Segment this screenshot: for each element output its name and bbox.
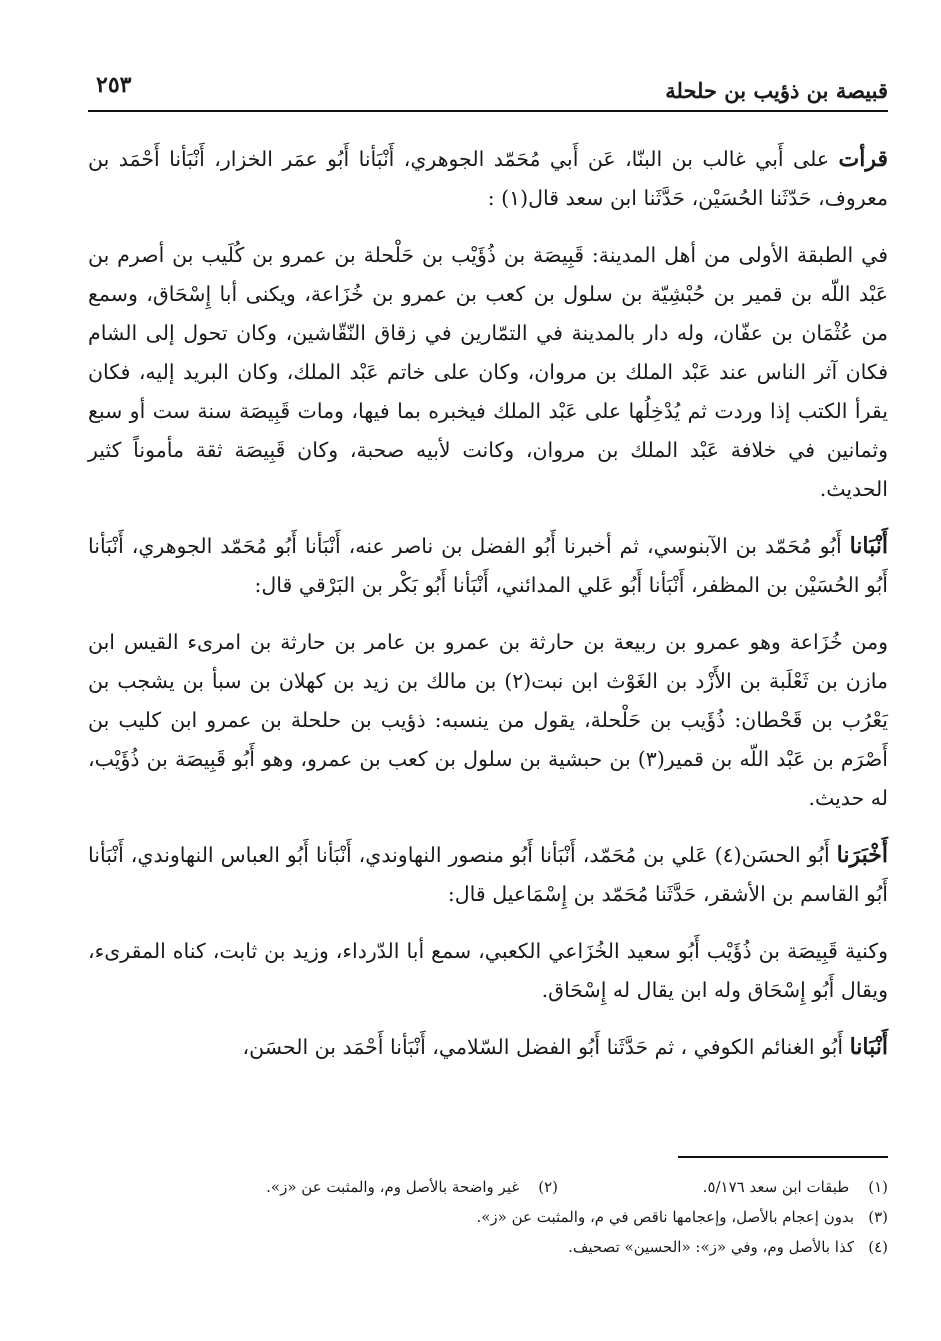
page-number: ٢٥٣ <box>96 72 132 98</box>
paragraph-6 <box>88 932 888 1010</box>
footnote-3 <box>88 1202 888 1232</box>
paragraph-text: أَبُو الغنائم الكوفي ، ثم حَدَّثَنا أَبُو الفضل السّلامي، أَنْبَأنا أَحْمَد بن الحسَن، <box>242 1035 844 1059</box>
running-title: قبيصة بن ذؤيب بن حلحلة <box>665 78 888 103</box>
footnote-number: (١) <box>868 1178 888 1196</box>
paragraph-5 <box>88 836 888 914</box>
running-header <box>88 60 888 112</box>
main-text <box>88 140 888 1067</box>
footnote-1 <box>558 1172 888 1202</box>
footnote-text: طبقات ابن سعد ٥/١٧٦. <box>702 1178 850 1196</box>
paragraph-lead: أَخْبَرَنا <box>836 842 888 868</box>
footnotes <box>88 1172 888 1262</box>
footnote-2 <box>266 1172 558 1202</box>
paragraph-text: ومن خُزَاعة وهو عمرو بن ربيعة بن حارثة بن عمرو بن عامر بن حارثة بن امرىء القيس ابن مازن بن ثَعْلَبة بن الأَزْد بن الغَوْث ابن نبت(٢) بن مالك بن زيد بن كهلان بن سبأ بن يشجب بن يَعْرُب بن قَحْطان: ذُؤَيب بن حَلْحلة، يقول من ينسبه: ذؤيب بن حلحلة بن عمرو ابن كليب بن أَصْرَم بن عَبْد اللّه بن قمير(٣) بن حبشية بن سلول بن كعب بن عمرو، وهو أَبُو قَبِيصَة بن ذُؤَيْب، له حديث. <box>88 630 888 810</box>
paragraph-lead: أَنْبَانا <box>849 1034 888 1060</box>
footnote-number: (٢) <box>538 1178 558 1196</box>
paragraph-text: في الطبقة الأولى من أهل المدينة: قَبِيصَة بن ذُؤَيْب بن حَلْحلة بن عمرو بن كُلَيب بن أصرم بن عَبْد اللّه بن قمير بن حُبْشِيّة بن سلول بن كعب بن عمرو بن خُزَاعة، ويكنى أبا إِسْحَاق، وسمع من عُثْمَان بن عفّان، وله دار بالمدينة في التمّارين في زقاق النّقّاشين، وكان تحول إلى الشام فكان آثر الناس عند عَبْد الملك بن مروان، وكان على خاتم عَبْد الملك، وكان البريد إليه، فكان يقرأ الكتب إذا وردت ثم يُدْخِلُها على عَبْد الملك فيخبره بما فيها، ومات قَبِيصَة سنة ست أو سبع وثمانين في خلافة عَبْد الملك بن مروان، وكانت لأبيه صحبة، وكان قَبِيصَة ثقة مأموناً كثير الحديث. <box>88 243 888 501</box>
footnote-line-1 <box>88 1172 888 1202</box>
footnote-text: بدون إعجام بالأصل، وإعجامها ناقص في م، والمثبت عن «ز». <box>476 1208 854 1226</box>
paragraph-4 <box>88 623 888 818</box>
paragraph-3 <box>88 527 888 605</box>
footnote-text: غير واضحة بالأصل وم، والمثبت عن «ز». <box>266 1178 520 1196</box>
paragraph-text: وكنية قَبِيصَة بن ذُؤَيْب أَبُو سعيد الخُزَاعي الكعبي، سمع أبا الدّرداء، وزيد بن ثابت، كناه المقرىء، ويقال أَبُو إِسْحَاق وله ابن يقال له إِسْحَاق. <box>88 939 888 1002</box>
paragraph-text: على أَبي غالب بن البنّا، عَن أَبي مُحَمّد الجوهري، أَنْبَأنا أَبُو عمَر الخزار، أَنْبَأنا أَحْمَد بن معروف، حَدّثَنا الحُسَيْن، حَدَّثَنا ابن سعد قال(١) : <box>88 147 888 210</box>
paragraph-2 <box>88 236 888 509</box>
footnote-number: (٣) <box>868 1208 888 1226</box>
paragraph-text: أَبُو مُحَمّد بن الآبنوسي، ثم أخبرنا أَبُو الفضل بن ناصر عنه، أَنْبَأنا أَبُو مُحَمّد الجوهري، أَنْبَأنا أَبُو الحُسَيْن بن المظفر، أَنْبَأنا أَبُو عَلي المدائني، أَنْبَأنا أَبُو بَكْر بن البَرْقي قال: <box>88 534 888 597</box>
paragraph-1 <box>88 140 888 218</box>
footnote-4 <box>88 1232 888 1262</box>
footnote-separator <box>678 1156 888 1158</box>
paragraph-7 <box>88 1028 888 1067</box>
book-page <box>88 60 888 1300</box>
footnote-number: (٤) <box>868 1238 888 1256</box>
footnote-text: كذا بالأصل وم، وفي «ز»: «الحسين» تصحيف. <box>568 1238 854 1256</box>
paragraph-text: أَبُو الحسَن(٤) عَلي بن مُحَمّد، أَنْبَأنا أَبُو منصور النهاوندي، أَنْبَأنا أَبُو العباس النهاوندي، أَنْبَأنا أَبُو القاسم بن الأشقر، حَدَّثَنا مُحَمّد بن إِسْمَاعيل قال: <box>88 843 888 906</box>
paragraph-lead: أَنْبَانا <box>849 533 888 559</box>
paragraph-lead: قرأت <box>838 146 888 172</box>
